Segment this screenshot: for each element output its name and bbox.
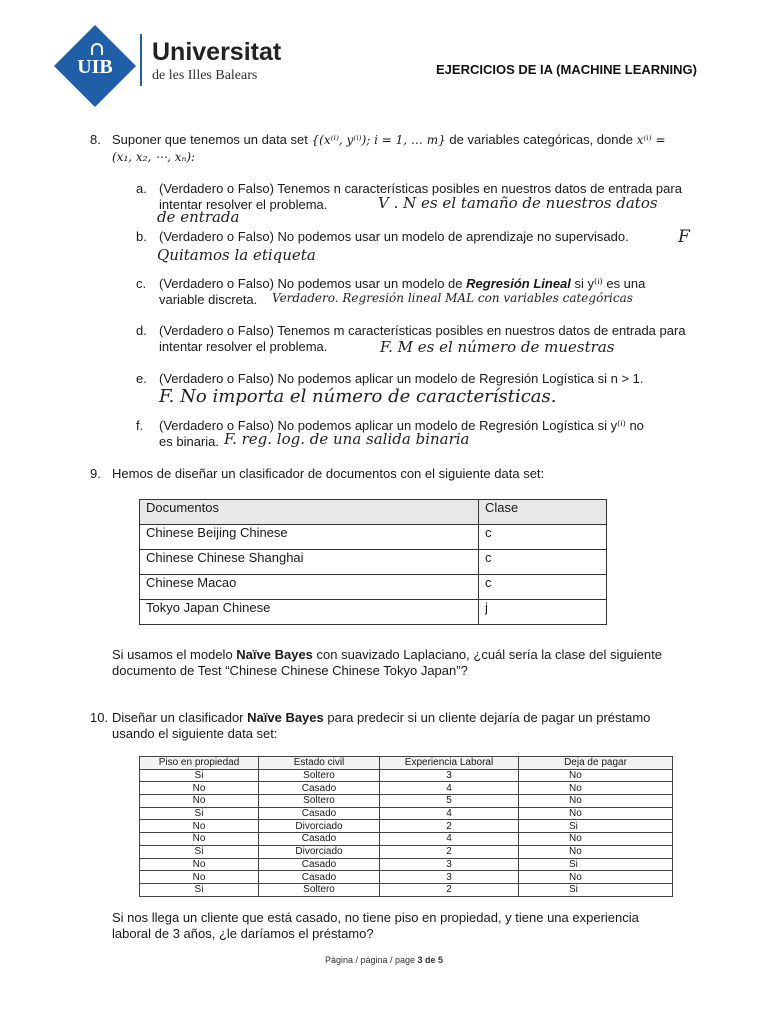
documents-table <box>139 499 607 625</box>
table-cell: 4 <box>380 782 519 795</box>
table-cell: c <box>479 525 607 550</box>
table-cell: No <box>519 795 673 808</box>
table-header-row <box>140 500 607 525</box>
page-number: 3 de 5 <box>417 955 444 965</box>
table-cell: c <box>479 550 607 575</box>
table-row <box>140 871 673 884</box>
table-cell: 4 <box>380 833 519 846</box>
q8a-handwritten-answer-2: de entrada <box>157 208 240 226</box>
q9-intro: Hemos de diseñar un clasificador de documentos con el siguiente data set: <box>112 466 545 481</box>
q8f-text: (Verdadero o Falso) No podemos aplicar un modelo de Regresión Logística si y⁽ⁱ⁾ no <box>159 418 644 433</box>
q8b-text: (Verdadero o Falso) No podemos usar un modelo de aprendizaje no supervisado. <box>159 229 629 244</box>
q10-question: Si nos llega un cliente que está casado, no tiene piso en propiedad, y tiene una experiencia <box>112 910 639 925</box>
q8e-handwritten-answer: F. No importa el número de características. <box>159 386 557 407</box>
table-cell: No <box>140 833 259 846</box>
q8c-letter: c. <box>136 276 147 291</box>
q8a-letter: a. <box>136 181 147 196</box>
q8c-text: (Verdadero o Falso) No podemos usar un modelo de Regresión Lineal si y⁽ⁱ⁾ es una <box>159 276 646 291</box>
table-cell: Si <box>519 858 673 871</box>
table-cell: Si <box>519 883 673 896</box>
q8f-letter: f. <box>136 418 144 433</box>
q8c-handwritten-answer: Verdadero. Regresión lineal MAL con variables categóricas <box>272 291 633 305</box>
table-cell: Si <box>519 820 673 833</box>
q9-number: 9. <box>90 466 101 481</box>
table-row <box>140 858 673 871</box>
q8a-text: (Verdadero o Falso) Tenemos n características posibles en nuestros datos de entrada para intentar resolver el problema. <box>159 181 682 212</box>
table-cell: Piso en propiedad <box>140 757 259 770</box>
table-row <box>140 883 673 896</box>
table-cell: Estado civil <box>259 757 380 770</box>
loan-table <box>139 756 673 897</box>
table-cell: Casado <box>259 871 380 884</box>
q8f-handwritten-answer: F. reg. log. de una salida binaria <box>224 430 470 448</box>
university-name: Universitat <box>152 38 282 66</box>
header-documentos: Documentos <box>140 500 479 525</box>
q8b-handwritten-answer-2: Quitamos la etiqueta <box>157 246 316 264</box>
table-cell: Si <box>140 769 259 782</box>
table-row <box>140 845 673 858</box>
table-cell: No <box>519 871 673 884</box>
table-cell: 3 <box>380 871 519 884</box>
table-cell: 2 <box>380 883 519 896</box>
table-cell: No <box>140 858 259 871</box>
uib-logo-text: UIB <box>77 56 113 78</box>
q10-number: 10. <box>90 710 109 725</box>
university-subtitle: de les Illes Balears <box>152 68 258 83</box>
table-cell: 4 <box>380 807 519 820</box>
table-header-row <box>140 757 673 770</box>
table-cell: 3 <box>380 769 519 782</box>
table-cell: Chinese Macao <box>140 575 479 600</box>
table-cell: Chinese Chinese Shanghai <box>140 550 479 575</box>
table-cell: No <box>519 833 673 846</box>
table-cell: No <box>519 807 673 820</box>
q8f-text-2: es binaria. <box>159 434 219 449</box>
table-row <box>140 769 673 782</box>
table-cell: Divorciado <box>259 845 380 858</box>
q8c-text-2: variable discreta. <box>159 292 258 307</box>
table-cell: Casado <box>259 782 380 795</box>
q8-number: 8. <box>90 132 101 147</box>
q10-intro: Diseñar un clasificador Naïve Bayes para predecir si un cliente dejaría de pagar un préstamo <box>112 710 651 725</box>
document-title: EJERCICIOS DE IA (MACHINE LEARNING) <box>436 62 697 77</box>
q8d-letter: d. <box>136 323 147 338</box>
table-cell: Si <box>140 883 259 896</box>
logo-divider <box>140 34 142 86</box>
page-footer: Pàgina / página / page 3 de 5 <box>324 955 444 965</box>
table-cell: Si <box>140 845 259 858</box>
table-cell: 2 <box>380 820 519 833</box>
table-cell: No <box>519 769 673 782</box>
table-cell: c <box>479 575 607 600</box>
table-cell: j <box>479 600 607 625</box>
q8-line1: Suponer que tenemos un data set {(x⁽ⁱ⁾, y⁽ⁱ⁾); i = 1, … m} de variables categóricas, donde x⁽ⁱ⁾ = <box>112 132 666 147</box>
table-cell: Soltero <box>259 883 380 896</box>
table-cell: Deja de pagar <box>519 757 673 770</box>
table-row <box>140 820 673 833</box>
table-cell: Tokyo Japan Chinese <box>140 600 479 625</box>
q9-question: Si usamos el modelo Naïve Bayes con suavizado Laplaciano, ¿cuál sería la clase del siguiente <box>112 647 662 662</box>
q8a-handwritten-answer: V . N es el tamaño de nuestros datos <box>378 194 658 212</box>
table-cell: No <box>140 782 259 795</box>
table-cell: No <box>140 795 259 808</box>
table-cell: No <box>140 871 259 884</box>
table-row <box>140 782 673 795</box>
table-row <box>140 807 673 820</box>
table-cell: Soltero <box>259 795 380 808</box>
table-cell: Si <box>140 807 259 820</box>
uib-logo-crest-icon <box>91 43 103 55</box>
table-cell: Casado <box>259 807 380 820</box>
table-cell: 3 <box>380 858 519 871</box>
q8d-handwritten-answer: F. M es el número de muestras <box>380 338 615 356</box>
q9-question-2: documento de Test “Chinese Chinese Chinese Tokyo Japan”? <box>112 663 468 678</box>
table-row <box>140 525 607 550</box>
q8b-handwritten-answer: F <box>678 227 690 247</box>
table-row <box>140 795 673 808</box>
table-cell: Experiencia Laboral <box>380 757 519 770</box>
table-cell: Casado <box>259 858 380 871</box>
table-cell: Soltero <box>259 769 380 782</box>
table-row <box>140 550 607 575</box>
q8-line2: (x₁, x₂, ⋯, xₙ): <box>112 150 196 164</box>
q10-intro-2: usando el siguiente data set: <box>112 726 278 741</box>
q8e-text: (Verdadero o Falso) No podemos aplicar un modelo de Regresión Logística si n > 1. <box>159 371 644 386</box>
table-cell: 2 <box>380 845 519 858</box>
table-cell: No <box>519 845 673 858</box>
table-cell: No <box>140 820 259 833</box>
q8e-letter: e. <box>136 371 147 386</box>
table-cell: No <box>519 782 673 795</box>
table-row <box>140 833 673 846</box>
table-cell: Chinese Beijing Chinese <box>140 525 479 550</box>
table-cell: 5 <box>380 795 519 808</box>
q8b-letter: b. <box>136 229 147 244</box>
table-cell: Divorciado <box>259 820 380 833</box>
table-cell: Casado <box>259 833 380 846</box>
q8d-text: (Verdadero o Falso) Tenemos m características posibles en nuestros datos de entrada para intentar resolver el problema. <box>159 323 686 354</box>
q10-question-2: laboral de 3 años, ¿le daríamos el préstamo? <box>112 926 374 941</box>
table-row <box>140 575 607 600</box>
header-clase: Clase <box>479 500 607 525</box>
table-row <box>140 600 607 625</box>
